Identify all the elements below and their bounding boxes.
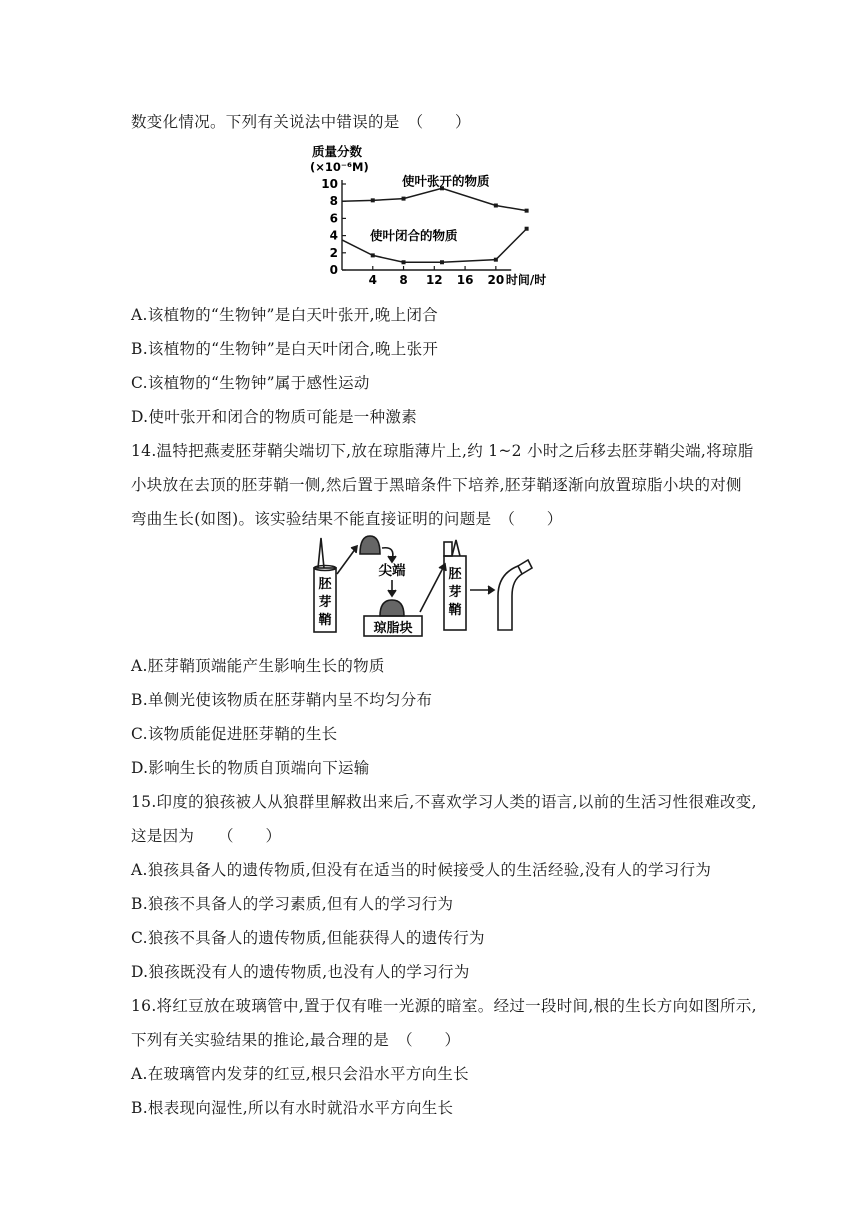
option-13-b: B.该植物的“生物钟”是白天叶闭合,晚上张开 — [131, 340, 439, 358]
coleoptile-tip-shape — [318, 538, 324, 568]
data-point — [402, 197, 406, 201]
leaf-substance-line-chart — [310, 140, 550, 290]
agar-piece-shape — [444, 542, 452, 556]
data-point — [494, 258, 498, 262]
question-15-line-1: 15.印度的狼孩被人从狼群里解救出来后,不喜欢学习人类的语言,以前的生活习性很难改变, — [131, 793, 757, 811]
option-13-a: A.该植物的“生物钟”是白天叶张开,晚上闭合 — [131, 306, 438, 324]
option-14-b: B.单侧光使该物质在胚芽鞘内呈不均匀分布 — [131, 691, 433, 709]
y-tick-label: 10 — [321, 177, 338, 191]
option-16-a: A.在玻璃管内发芽的红豆,根只会沿水平方向生长 — [131, 1065, 469, 1083]
question-16-line-2: 下列有关实验结果的推论,最合理的是 （ ） — [131, 1031, 461, 1049]
series-line — [342, 188, 527, 210]
question-15-line-2: 这是因为 （ ） — [131, 827, 282, 845]
y-tick-label: 8 — [329, 194, 338, 209]
option-14-d: D.影响生长的物质自顶端向下运输 — [131, 759, 370, 777]
x-axis-label: 时间/时 — [505, 273, 547, 287]
went-experiment-diagram — [308, 534, 548, 640]
y-tick-label: 2 — [329, 245, 338, 260]
x-tick-label: 20 — [487, 273, 505, 287]
curved-coleoptile-shape — [498, 566, 522, 630]
data-point — [440, 260, 444, 264]
option-15-b: B.狼孩不具备人的学习素质,但有人的学习行为 — [131, 895, 454, 913]
y-tick-label: 4 — [329, 228, 338, 243]
y-axis-label: 质量分数 — [312, 144, 363, 159]
question-14-line-2: 小块放在去顶的胚芽鞘一侧,然后置于黑暗条件下培养,胚芽鞘逐渐向放置琼脂小块的对侧 — [131, 476, 742, 494]
option-15-d: D.狼孩既没有人的遗传物质,也没有人的学习行为 — [131, 963, 470, 981]
x-tick-label: 16 — [456, 273, 474, 287]
question-14-line-3: 弯曲生长(如图)。该实验结果不能直接证明的问题是 （ ） — [131, 510, 563, 528]
data-point — [371, 198, 375, 202]
tip-on-agar-shape — [380, 600, 404, 616]
data-point — [525, 227, 529, 231]
option-15-c: C.狼孩不具备人的遗传物质,但能获得人的遗传行为 — [131, 929, 485, 947]
option-14-c: C.该物质能促进胚芽鞘的生长 — [131, 725, 338, 743]
y-tick-label: 6 — [329, 211, 338, 226]
label-coleoptile-left-2: 芽 — [318, 595, 332, 610]
label-coleoptile-middle-2: 芽 — [448, 585, 462, 600]
question-16-line-1: 16.将红豆放在玻璃管中,置于仅有唯一光源的暗室。经过一段时间,根的生长方向如图所示, — [131, 997, 757, 1015]
label-agar: 琼脂块 — [373, 621, 413, 636]
option-13-d: D.使叶张开和闭合的物质可能是一种激素 — [131, 408, 418, 426]
label-coleoptile-middle-3: 鞘 — [448, 603, 462, 618]
x-tick-label: 12 — [425, 273, 443, 287]
x-tick-label: 8 — [399, 273, 408, 287]
cut-tip-shape — [360, 536, 380, 554]
data-point — [525, 209, 529, 213]
option-13-c: C.该植物的“生物钟”属于感性运动 — [131, 374, 370, 392]
label-coleoptile-left: 胚 — [318, 577, 332, 592]
label-coleoptile-left-3: 鞘 — [318, 613, 332, 628]
label-tip: 尖端 — [378, 563, 406, 579]
text-line: 数变化情况。下列有关说法中错误的是 （ ） — [131, 113, 471, 131]
x-tick-label: 4 — [368, 273, 377, 287]
series-label: 使叶张开的物质 — [402, 173, 490, 189]
data-point — [402, 260, 406, 264]
option-16-b: B.根表现向湿性,所以有水时就沿水平方向生长 — [131, 1099, 454, 1117]
series-label: 使叶闭合的物质 — [370, 227, 458, 243]
y-tick-label: 0 — [329, 263, 338, 277]
option-14-a: A.胚芽鞘顶端能产生影响生长的物质 — [131, 657, 385, 675]
option-15-a: A.狼孩具备人的遗传物质,但没有在适当的时候接受人的生活经验,没有人的学习行为 — [131, 861, 712, 879]
y-axis-unit: (×10⁻⁶M) — [310, 160, 369, 174]
arrow-shape — [337, 548, 356, 574]
data-point — [371, 253, 375, 257]
question-14-line-1: 14.温特把燕麦胚芽鞘尖端切下,放在琼脂薄片上,约 1~2 小时之后移去胚芽鞘尖端,将琼脂 — [131, 442, 754, 460]
label-coleoptile-middle: 胚 — [448, 567, 462, 582]
data-point — [494, 204, 498, 208]
